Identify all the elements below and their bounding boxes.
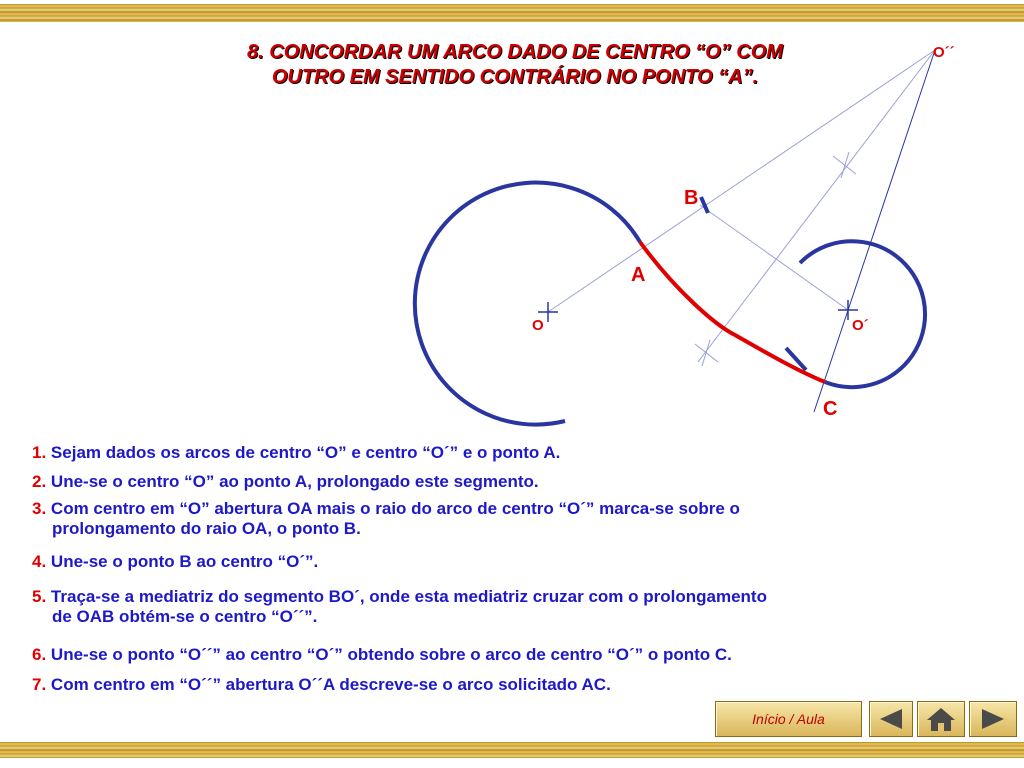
triangle-left-icon <box>876 707 906 731</box>
step-4: 4. Une-se o ponto B ao centro “O´”. <box>32 552 319 571</box>
step-3: 3. Com centro em “O” abertura OA mais o raio do arco de centro “O´” marca-se sobre o prolongamento do raio OA, o ponto B. <box>32 499 740 538</box>
step-2: 2. Une-se o centro “O” ao ponto A, prolongado este segmento. <box>32 472 539 491</box>
triangle-right-icon <box>978 707 1008 731</box>
bisector-tick-lower-2 <box>702 340 710 366</box>
line-b-to-o-prime <box>700 205 848 310</box>
home-button[interactable] <box>917 701 965 737</box>
bottom-decorative-bar <box>0 742 1024 758</box>
title-line-2: OUTRO EM SENTIDO CONTRÁRIO NO PONTO “A”. <box>271 66 759 88</box>
perpendicular-bisector-bo-prime <box>698 50 935 362</box>
label-c: C <box>823 398 838 420</box>
step-1: 1. Sejam dados os arcos de centro “O” e centro “O´” e o ponto A. <box>32 443 561 462</box>
step-5: 5. Traça-se a mediatriz do segmento BO´, onde esta mediatriz cruzar com o prolongamento de OAB obtém-se o centro “O´´”. <box>32 587 767 626</box>
title-line-1: 8. CONCORDAR UM ARCO DADO DE CENTRO “O” COM <box>247 41 783 63</box>
label-o-prime: O´ <box>852 317 869 334</box>
label-o: O <box>532 317 544 334</box>
arc-center-o <box>415 183 640 425</box>
line-o-to-o-double-prime <box>548 50 935 312</box>
next-slide-button[interactable] <box>969 701 1017 737</box>
line-o-double-prime-to-c <box>814 50 935 412</box>
home-aula-button[interactable]: Início / Aula <box>715 701 862 737</box>
point-b-tick <box>701 197 708 213</box>
previous-slide-button[interactable] <box>869 701 913 737</box>
label-b: B <box>684 187 699 209</box>
house-icon <box>924 706 958 732</box>
arc-center-o-prime <box>800 241 925 387</box>
label-o-double-prime: O´´ <box>933 44 955 61</box>
step-6: 6. Une-se o ponto “O´´” ao centro “O´” obtendo sobre o arco de centro “O´” o ponto C. <box>32 645 732 664</box>
step-7: 7. Com centro em “O´´” abertura O´´A descreve-se o arco solicitado AC. <box>32 675 611 694</box>
label-a: A <box>631 264 646 286</box>
